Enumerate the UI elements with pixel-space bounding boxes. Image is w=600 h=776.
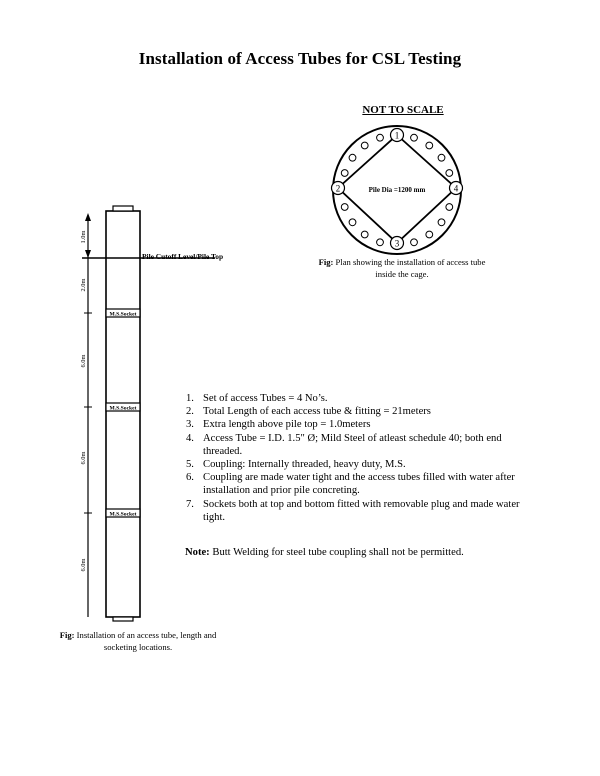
notes-list <box>183 392 543 524</box>
ms-socket <box>106 309 140 318</box>
rebar-circle <box>438 154 445 161</box>
dimension-label: 1.0m <box>80 230 87 244</box>
scale-note: NOT TO SCALE <box>362 104 444 116</box>
note-number: 6. <box>186 472 194 484</box>
note-text: Coupling: Internally threaded, heavy duty, M.S. <box>203 459 406 471</box>
note-body: Butt Welding for steel tube coupling shall not be permitted. <box>212 547 464 558</box>
socket-label: M.S.Socket <box>109 405 137 412</box>
socket-label: M.S.Socket <box>109 511 137 518</box>
pile-diameter-label: Pile Dia =1200 mm <box>368 186 426 194</box>
dimension-label: 6.0m <box>80 451 87 465</box>
rebar-circle <box>349 219 356 226</box>
access-tube-4 <box>450 182 463 195</box>
note-text: Sockets both at top and bottom fitted with removable plug and made water tight. <box>203 498 520 523</box>
access-tube-1 <box>391 129 404 142</box>
tube-number-label: 4 <box>453 183 459 194</box>
tube-number-label: 3 <box>394 238 400 249</box>
socket-label: M.S.Socket <box>109 311 137 318</box>
dimension-label: 6.0m <box>80 558 87 572</box>
note-number: 1. <box>186 393 194 404</box>
rebar-circle <box>411 239 418 246</box>
rebar-circle <box>341 204 348 211</box>
rebar-circle <box>377 134 384 141</box>
bottom-end-cap <box>113 617 133 621</box>
note-number: 3. <box>186 419 194 431</box>
rebar-circle <box>426 142 433 149</box>
rebar-circle <box>411 134 418 141</box>
note-number: 7. <box>186 498 194 510</box>
fig-prefix: Fig: <box>318 257 334 267</box>
rebar-circle <box>446 204 453 211</box>
note-number: 2. <box>186 406 194 418</box>
note-item <box>183 432 543 458</box>
dimension-label: 6.0m <box>80 354 87 368</box>
note-text: Extra length above pile top = 1.0meters <box>203 419 371 431</box>
note-text: Total Length of each access tube & fitting = 21meters <box>203 406 431 418</box>
tube-number-label: 1 <box>394 130 400 141</box>
note-item <box>183 458 543 471</box>
access-tube-3 <box>391 237 404 250</box>
note-text: Coupling are made water tight and the access tubes filled with water after installation and prior pile concreting. <box>203 472 515 497</box>
page-title: Installation of Access Tubes for CSL Testing <box>138 49 462 68</box>
plan-figure-caption <box>316 256 488 280</box>
ms-socket <box>106 403 140 412</box>
note-prefix: Note: <box>185 547 210 558</box>
fig-prefix: Fig: <box>59 630 75 640</box>
caption-text: Plan showing the installation of access tube inside the cage. <box>335 257 486 279</box>
elevation-figure-caption <box>52 629 224 653</box>
note-number: 5. <box>186 459 194 471</box>
tube-number-label: 2 <box>335 183 341 194</box>
note-item <box>183 392 543 405</box>
rebar-circle <box>341 170 348 177</box>
note-item <box>183 471 543 497</box>
note-item <box>183 498 543 524</box>
welding-note <box>185 547 555 558</box>
rebar-circle <box>426 231 433 238</box>
rebar-circle <box>361 231 368 238</box>
note-text: Access Tube = I.D. 1.5" Ø; Mild Steel of atleast schedule 40; both end threaded. <box>203 432 502 457</box>
note-item <box>183 405 543 418</box>
dimension-label: 2.0m <box>80 278 87 292</box>
rebar-circle <box>446 170 453 177</box>
pile-cutoff-label: Pile Cutoff Level/Pile Top <box>142 252 224 261</box>
ms-socket <box>106 509 140 518</box>
dimension-arrow-top <box>85 213 91 221</box>
caption-text: Installation of an access tube, length and socketing locations. <box>76 630 217 652</box>
note-number: 4. <box>186 432 194 444</box>
note-item <box>183 418 543 431</box>
pile-plan-view <box>332 126 463 254</box>
access-tube-body <box>106 211 140 617</box>
dimension-arrow-mid <box>85 250 91 258</box>
rebar-circle <box>438 219 445 226</box>
rebar-circle <box>377 239 384 246</box>
top-end-cap <box>113 206 133 211</box>
access-tube-2 <box>332 182 345 195</box>
rebar-circle <box>361 142 368 149</box>
note-text: Set of access Tubes = 4 No’s. <box>203 393 328 404</box>
rebar-circle <box>349 154 356 161</box>
